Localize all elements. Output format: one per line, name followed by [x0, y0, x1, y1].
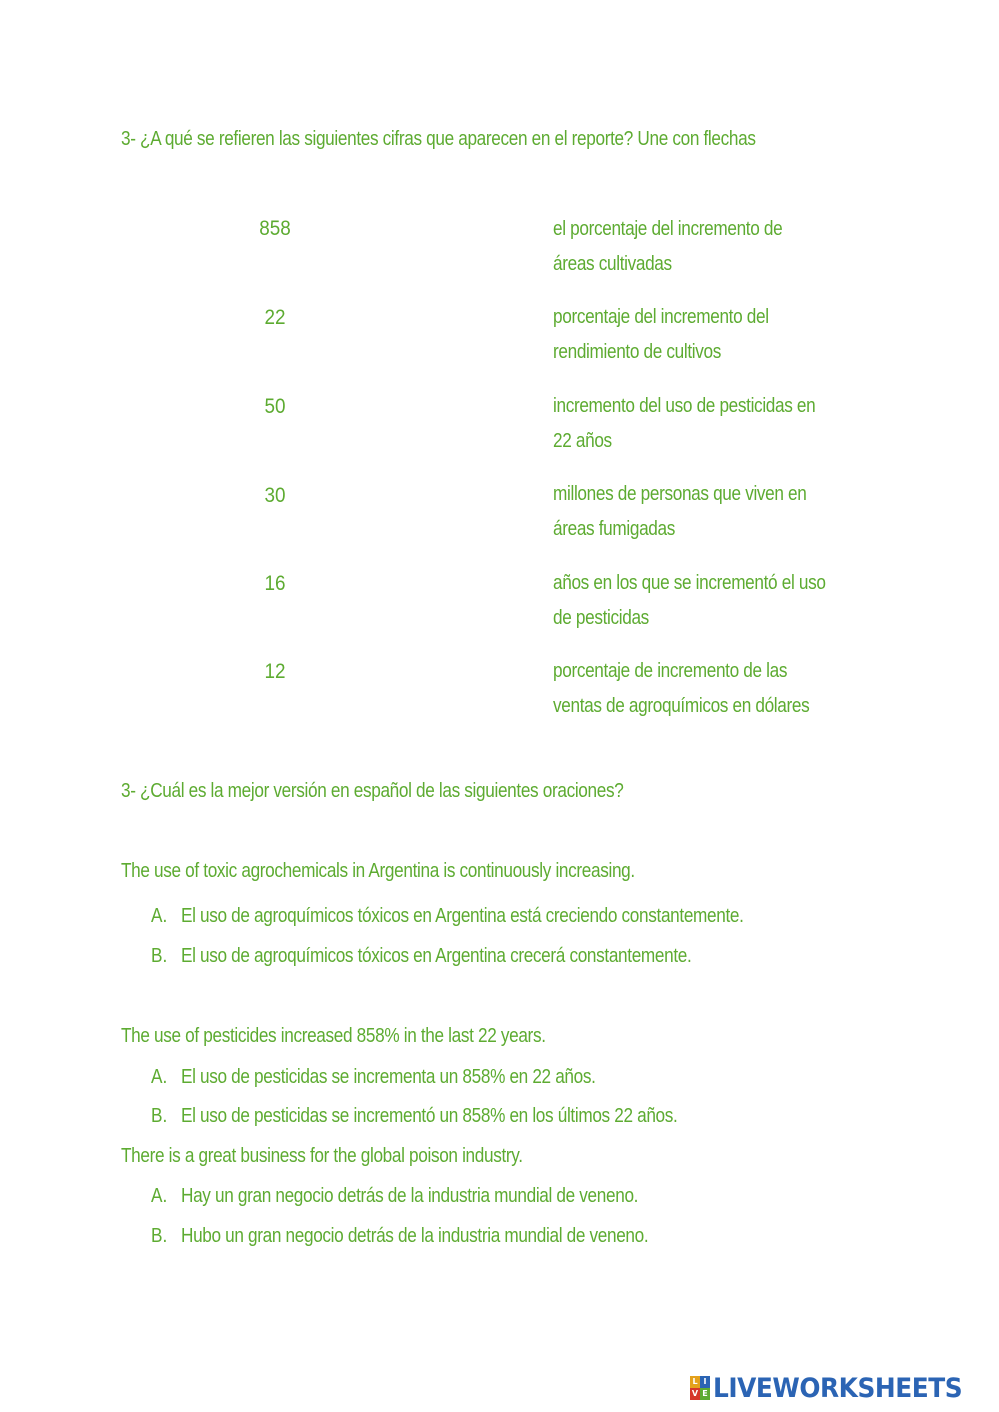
figure-number: 858 [259, 217, 291, 240]
match-description-line: el porcentaje del incremento de [553, 218, 783, 240]
match-description-line: incremento del uso de pesticidas en [553, 395, 816, 417]
figure-number: 30 [264, 484, 286, 507]
figure-number: 50 [264, 395, 286, 418]
option-text[interactable]: Hay un gran negocio detrás de la industria mundial de veneno. [181, 1185, 639, 1207]
match-description [553, 389, 815, 459]
match-description-line: áreas fumigadas [553, 518, 676, 540]
figure-number: 12 [264, 660, 286, 683]
option-text[interactable]: El uso de pesticidas se incrementa un 858% en 22 años. [181, 1066, 596, 1088]
match-description-line: porcentaje de incremento de las [553, 660, 788, 682]
liveworksheets-logo [690, 1372, 984, 1404]
match-description-line: de pesticidas [553, 607, 649, 629]
logo-text: LIVEWORKSHEETS [713, 1372, 963, 1404]
match-description [553, 212, 782, 282]
english-sentence: There is a great business for the global poison industry. [121, 1145, 523, 1167]
option-text[interactable]: El uso de pesticidas se incrementó un 858% en los últimos 22 años. [181, 1105, 678, 1127]
logo-icon-letter: E [700, 1388, 710, 1400]
match-description [553, 477, 807, 547]
logo-icon-letter: L [690, 1376, 700, 1388]
match-description-line: porcentaje del incremento del [553, 306, 769, 328]
option-text[interactable]: El uso de agroquímicos tóxicos en Argentina crecerá constantemente. [181, 945, 692, 967]
option-text[interactable]: El uso de agroquímicos tóxicos en Argentina está creciendo constantemente. [181, 905, 744, 927]
match-description-line: áreas cultivadas [553, 253, 672, 275]
match-description [553, 300, 769, 370]
logo-grid-icon [690, 1376, 710, 1400]
option-letter[interactable]: A. [151, 905, 168, 927]
option-letter[interactable]: B. [151, 1225, 168, 1247]
match-description-line: 22 años [553, 430, 612, 452]
logo-icon-letter: V [691, 1389, 699, 1398]
english-sentence: The use of toxic agrochemicals in Argentina is continuously increasing. [121, 860, 635, 882]
match-description [553, 654, 809, 724]
option-letter[interactable]: A. [151, 1066, 168, 1088]
figure-number: 16 [264, 572, 286, 595]
match-description-line: millones de personas que viven en [553, 483, 807, 505]
option-letter[interactable]: B. [151, 1105, 168, 1127]
match-description-line: rendimiento de cultivos [553, 341, 722, 363]
question-1-heading: 3- ¿A qué se refieren las siguientes cifras que aparecen en el reporte? Une con flechas [121, 128, 756, 150]
option-text[interactable]: Hubo un gran negocio detrás de la industria mundial de veneno. [181, 1225, 649, 1247]
logo-icon-letter: I [700, 1376, 710, 1388]
option-letter[interactable]: A. [151, 1185, 168, 1207]
match-description-line: años en los que se incrementó el uso [553, 572, 826, 594]
match-description [553, 566, 826, 636]
option-letter[interactable]: B. [151, 945, 168, 967]
english-sentence: The use of pesticides increased 858% in the last 22 years. [121, 1025, 546, 1047]
question-2-heading: 3- ¿Cuál es la mejor versión en español de las siguientes oraciones? [121, 780, 624, 802]
match-description-line: ventas de agroquímicos en dólares [553, 695, 810, 717]
figure-number: 22 [264, 306, 286, 329]
